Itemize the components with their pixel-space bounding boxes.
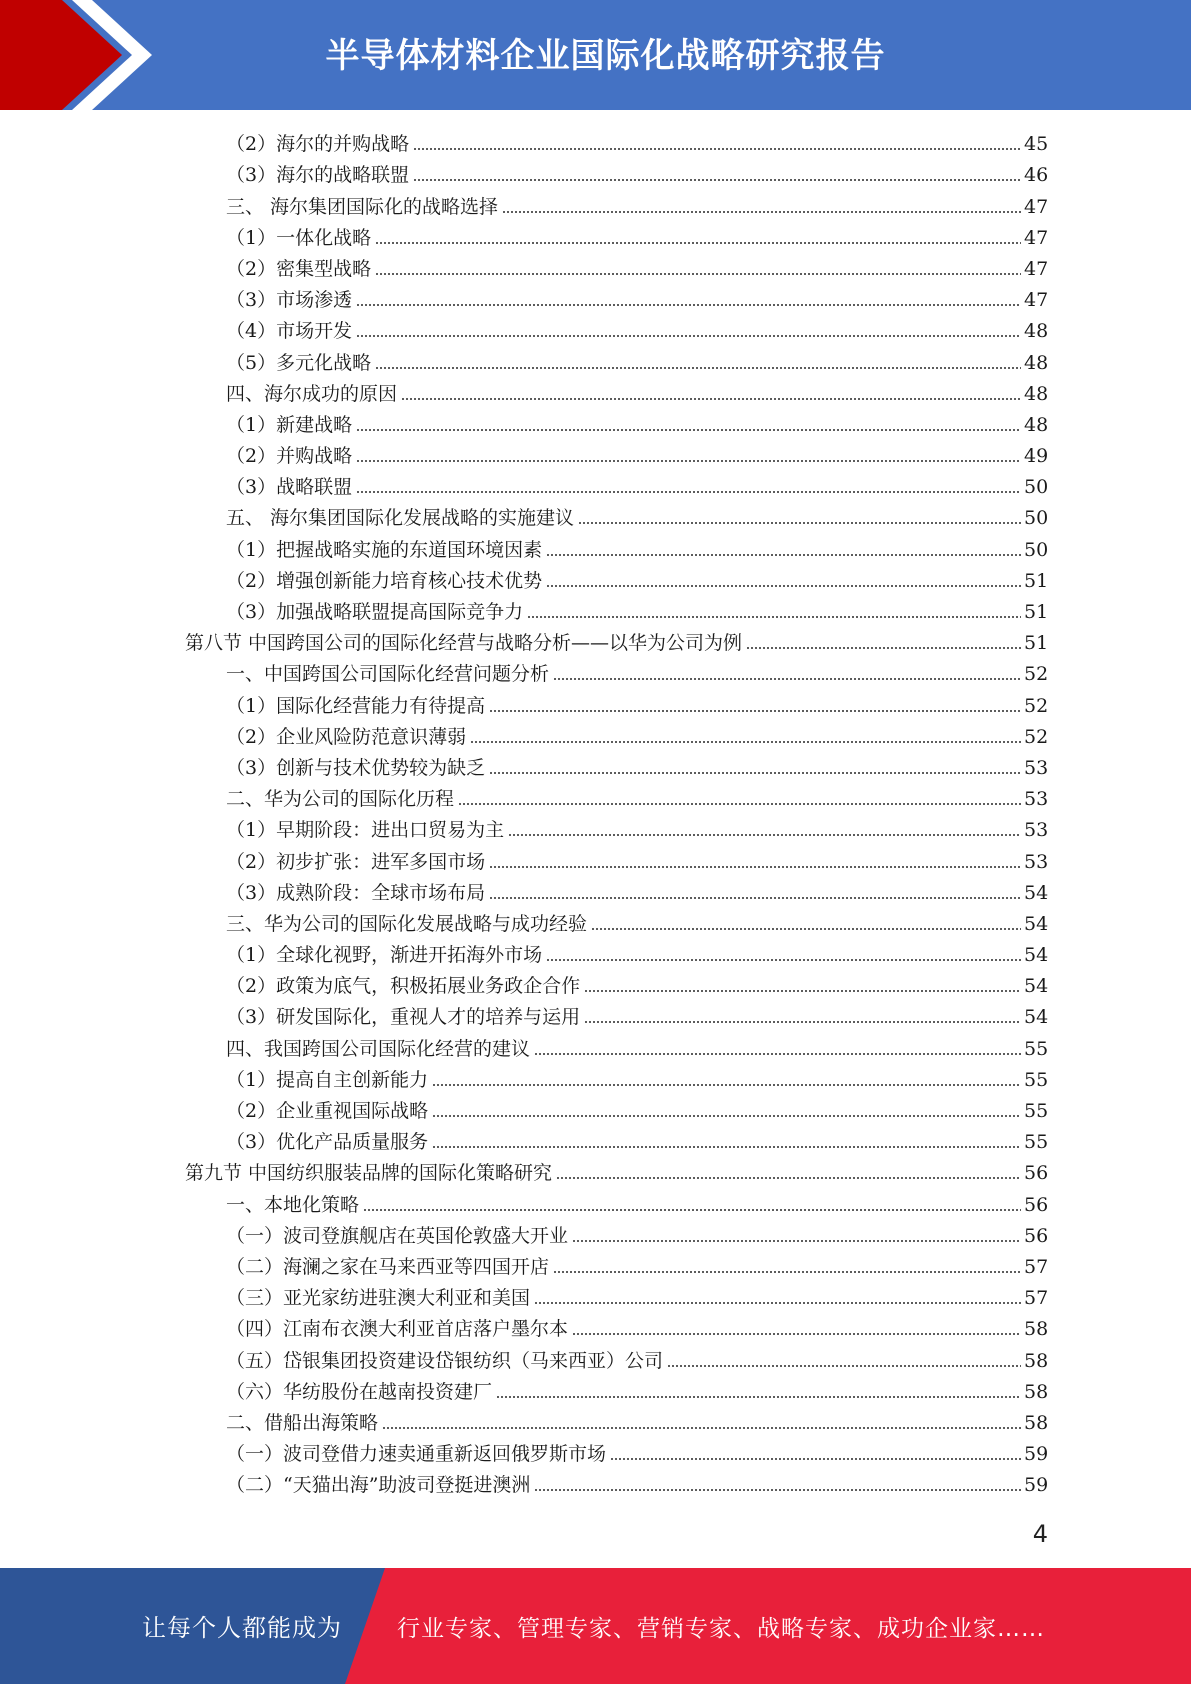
toc-entry-page: 58 bbox=[1024, 1380, 1049, 1403]
toc-entry-title: （4）市场开发 bbox=[226, 320, 353, 343]
toc-dot-leader bbox=[508, 834, 1021, 836]
toc-entry-title: 二、华为公司的国际化历程 bbox=[226, 788, 455, 811]
toc-entry[interactable] bbox=[226, 470, 1191, 501]
toc-entry[interactable] bbox=[226, 345, 1191, 376]
toc-dot-leader bbox=[553, 678, 1021, 680]
toc-dot-leader bbox=[413, 179, 1021, 181]
toc-entry[interactable] bbox=[226, 1219, 1191, 1250]
toc-entry-page: 55 bbox=[1024, 1037, 1049, 1060]
toc-entry-title: （3）战略联盟 bbox=[226, 476, 353, 499]
toc-dot-leader bbox=[527, 616, 1021, 618]
toc-entry-page: 53 bbox=[1024, 756, 1049, 779]
toc-entry[interactable] bbox=[226, 1375, 1191, 1406]
toc-entry[interactable] bbox=[226, 532, 1191, 563]
toc-entry-page: 57 bbox=[1024, 1287, 1049, 1310]
toc-dot-leader bbox=[591, 928, 1021, 930]
toc-entry[interactable] bbox=[226, 1406, 1191, 1437]
footer-slogan-right: 行业专家、管理专家、营销专家、战略专家、成功企业家…… bbox=[397, 1616, 1045, 1642]
toc-entry[interactable] bbox=[226, 221, 1191, 252]
toc-entry-title: （1）全球化视野，渐进开拓海外市场 bbox=[226, 944, 543, 967]
toc-entry-page: 53 bbox=[1024, 819, 1049, 842]
toc-entry-title: （2）海尔的并购战略 bbox=[226, 133, 410, 156]
toc-entry[interactable] bbox=[226, 1094, 1191, 1125]
toc-entry-title: （一）波司登旗舰店在英国伦敦盛大开业 bbox=[226, 1224, 569, 1247]
toc-dot-leader bbox=[432, 1146, 1021, 1148]
toc-dot-leader bbox=[610, 1458, 1021, 1460]
toc-entry-page: 54 bbox=[1024, 881, 1049, 904]
toc-entry-title: （3）成熟阶段：全球市场布局 bbox=[226, 881, 486, 904]
toc-entry[interactable] bbox=[226, 1187, 1191, 1218]
toc-entry-page: 51 bbox=[1024, 632, 1049, 655]
toc-entry-page: 47 bbox=[1024, 226, 1049, 249]
toc-dot-leader bbox=[489, 897, 1021, 899]
toc-entry[interactable] bbox=[185, 626, 1191, 657]
toc-entry-title: 三、 海尔集团国际化的战略选择 bbox=[226, 195, 499, 218]
toc-entry-title: 一、本地化策略 bbox=[226, 1193, 360, 1216]
toc-entry[interactable] bbox=[226, 1125, 1191, 1156]
toc-entry-page: 56 bbox=[1024, 1193, 1049, 1216]
toc-entry-title: 二、借船出海策略 bbox=[226, 1411, 379, 1434]
toc-entry[interactable] bbox=[226, 844, 1191, 875]
toc-dot-leader bbox=[375, 367, 1021, 369]
toc-dot-leader bbox=[470, 741, 1021, 743]
toc-dot-leader bbox=[363, 1209, 1021, 1211]
toc-entry-title: （3）海尔的战略联盟 bbox=[226, 164, 410, 187]
toc-entry[interactable] bbox=[226, 751, 1191, 782]
toc-entry-title: （四）江南布衣澳大利亚首店落户墨尔本 bbox=[226, 1318, 569, 1341]
toc-dot-leader bbox=[375, 242, 1021, 244]
toc-entry[interactable] bbox=[226, 1063, 1191, 1094]
toc-dot-leader bbox=[553, 1271, 1021, 1273]
toc-dot-leader bbox=[489, 866, 1021, 868]
toc-entry-page: 55 bbox=[1024, 1068, 1049, 1091]
toc-entry-title: （2）初步扩张：进军多国市场 bbox=[226, 850, 486, 873]
toc-entry[interactable] bbox=[226, 876, 1191, 907]
toc-entry-page: 48 bbox=[1024, 320, 1049, 343]
toc-entry[interactable] bbox=[226, 408, 1191, 439]
toc-dot-leader bbox=[534, 1489, 1021, 1491]
toc-entry-page: 50 bbox=[1024, 507, 1049, 530]
toc-entry-page: 59 bbox=[1024, 1443, 1049, 1466]
toc-entry-page: 56 bbox=[1024, 1162, 1049, 1185]
toc-entry[interactable] bbox=[226, 657, 1191, 688]
toc-entry-title: （3）优化产品质量服务 bbox=[226, 1131, 429, 1154]
toc-entry-page: 57 bbox=[1024, 1255, 1049, 1278]
toc-entry-title: （3）创新与技术优势较为缺乏 bbox=[226, 756, 486, 779]
toc-dot-leader bbox=[356, 460, 1021, 462]
toc-entry[interactable] bbox=[226, 377, 1191, 408]
toc-entry[interactable] bbox=[226, 1343, 1191, 1374]
toc-entry-title: （五）岱银集团投资建设岱银纺织（马来西亚）公司 bbox=[226, 1349, 664, 1372]
toc-entry-title: （二）海澜之家在马来西亚等四国开店 bbox=[226, 1255, 550, 1278]
toc-entry-page: 45 bbox=[1024, 133, 1049, 156]
toc-dot-leader bbox=[413, 148, 1021, 150]
toc-entry-title: 四、我国跨国公司国际化经营的建议 bbox=[226, 1037, 531, 1060]
toc-entry-title: （二）“天猫出海”助波司登挺进澳洲 bbox=[226, 1474, 531, 1497]
toc-entry[interactable] bbox=[226, 127, 1191, 158]
toc-entry-title: （2）政策为底气，积极拓展业务政企合作 bbox=[226, 975, 581, 998]
toc-entry-title: （1）把握战略实施的东道国环境因素 bbox=[226, 538, 543, 561]
toc-dot-leader bbox=[746, 647, 1021, 649]
page-number: 4 bbox=[1032, 1520, 1048, 1548]
toc-dot-leader bbox=[356, 304, 1021, 306]
toc-entry[interactable] bbox=[226, 907, 1191, 938]
toc-entry-page: 54 bbox=[1024, 944, 1049, 967]
toc-entry-page: 51 bbox=[1024, 601, 1049, 623]
toc-entry-page: 58 bbox=[1024, 1349, 1049, 1372]
toc-entry-title: （5）多元化战略 bbox=[226, 351, 372, 374]
toc-entry-title: （2）企业风险防范意识薄弱 bbox=[226, 725, 467, 748]
toc-dot-leader bbox=[356, 491, 1021, 493]
toc-entry-title: （3）加强战略联盟提高国际竞争力 bbox=[226, 601, 524, 623]
toc-entry-page: 52 bbox=[1024, 725, 1049, 748]
toc-entry[interactable] bbox=[226, 595, 1191, 626]
toc-entry-page: 58 bbox=[1024, 1411, 1049, 1434]
toc-entry-title: （1）国际化经营能力有待提高 bbox=[226, 694, 486, 717]
toc-entry-page: 52 bbox=[1024, 694, 1049, 717]
toc-dot-leader bbox=[546, 585, 1021, 587]
toc-dot-leader bbox=[489, 772, 1021, 774]
toc-entry-page: 55 bbox=[1024, 1100, 1049, 1122]
report-header bbox=[0, 0, 1191, 110]
toc-entry[interactable] bbox=[226, 158, 1191, 189]
toc-dot-leader bbox=[572, 1333, 1021, 1335]
toc-entry[interactable] bbox=[226, 564, 1191, 595]
toc-entry-title: （3）市场渗透 bbox=[226, 289, 353, 312]
toc-entry-title: （2）密集型战略 bbox=[226, 257, 372, 280]
toc-dot-leader bbox=[546, 554, 1021, 556]
toc-dot-leader bbox=[375, 273, 1021, 275]
table-of-contents bbox=[0, 127, 1191, 1499]
toc-entry-title: 五、 海尔集团国际化发展战略的实施建议 bbox=[226, 507, 575, 530]
toc-dot-leader bbox=[534, 1053, 1021, 1055]
toc-dot-leader bbox=[458, 803, 1021, 805]
toc-entry-title: （3）研发国际化，重视人才的培养与运用 bbox=[226, 1006, 581, 1029]
toc-entry[interactable] bbox=[226, 720, 1191, 751]
toc-entry[interactable] bbox=[226, 501, 1191, 532]
toc-dot-leader bbox=[578, 522, 1021, 524]
toc-entry-page: 56 bbox=[1024, 1224, 1049, 1247]
toc-entry-page: 48 bbox=[1024, 351, 1049, 374]
toc-dot-leader bbox=[502, 211, 1021, 213]
toc-entry-page: 50 bbox=[1024, 538, 1049, 561]
toc-entry-page: 53 bbox=[1024, 850, 1049, 873]
toc-dot-leader bbox=[556, 1177, 1021, 1179]
toc-entry-page: 46 bbox=[1024, 164, 1049, 187]
toc-entry[interactable] bbox=[226, 189, 1191, 220]
toc-dot-leader bbox=[534, 1302, 1021, 1304]
toc-entry-title: （2）增强创新能力培育核心技术优势 bbox=[226, 569, 543, 592]
toc-entry-page: 53 bbox=[1024, 788, 1049, 811]
toc-dot-leader bbox=[401, 398, 1021, 400]
toc-dot-leader bbox=[356, 429, 1021, 431]
toc-entry-page: 54 bbox=[1024, 1006, 1049, 1029]
toc-dot-leader bbox=[546, 959, 1021, 961]
toc-entry-page: 49 bbox=[1024, 445, 1049, 468]
toc-entry-title: （1）一体化战略 bbox=[226, 226, 372, 249]
toc-entry-page: 48 bbox=[1024, 413, 1049, 436]
toc-entry-title: （六）华纺股份在越南投资建厂 bbox=[226, 1380, 493, 1403]
toc-entry[interactable] bbox=[226, 813, 1191, 844]
toc-dot-leader bbox=[584, 1021, 1021, 1023]
toc-dot-leader bbox=[584, 990, 1021, 992]
toc-entry[interactable] bbox=[226, 252, 1191, 283]
toc-entry-page: 52 bbox=[1024, 663, 1049, 686]
toc-entry-title: 一、中国跨国公司国际化经营问题分析 bbox=[226, 663, 550, 686]
toc-entry-title: 第九节 中国纺织服装品牌的国际化策略研究 bbox=[185, 1162, 553, 1185]
toc-dot-leader bbox=[572, 1240, 1021, 1242]
toc-entry-title: （2）并购战略 bbox=[226, 445, 353, 468]
toc-entry[interactable] bbox=[226, 439, 1191, 470]
toc-entry[interactable] bbox=[226, 1437, 1191, 1468]
toc-entry-page: 54 bbox=[1024, 912, 1049, 935]
toc-entry-page: 47 bbox=[1024, 195, 1049, 218]
toc-entry[interactable] bbox=[226, 1031, 1191, 1062]
toc-dot-leader bbox=[667, 1365, 1021, 1367]
footer-slogan-left: 让每个人都能成为 bbox=[142, 1614, 342, 1642]
toc-entry-page: 55 bbox=[1024, 1131, 1049, 1154]
toc-entry-title: 三、华为公司的国际化发展战略与成功经验 bbox=[226, 912, 588, 935]
toc-dot-leader bbox=[496, 1396, 1021, 1398]
toc-entry[interactable] bbox=[226, 1000, 1191, 1031]
toc-entry-title: （一）波司登借力速卖通重新返回俄罗斯市场 bbox=[226, 1443, 607, 1466]
toc-entry-title: （三）亚光家纺进驻澳大利亚和美国 bbox=[226, 1287, 531, 1310]
toc-entry[interactable] bbox=[185, 1156, 1191, 1187]
toc-entry-page: 59 bbox=[1024, 1474, 1049, 1497]
toc-entry-page: 51 bbox=[1024, 569, 1049, 592]
toc-entry[interactable] bbox=[226, 938, 1191, 969]
toc-entry-title: 四、海尔成功的原因 bbox=[226, 382, 398, 405]
toc-entry-title: （1）新建战略 bbox=[226, 413, 353, 436]
toc-entry-page: 48 bbox=[1024, 382, 1049, 405]
toc-entry[interactable] bbox=[226, 969, 1191, 1000]
toc-entry-title: （1）提高自主创新能力 bbox=[226, 1068, 429, 1091]
toc-entry[interactable] bbox=[226, 1250, 1191, 1281]
toc-entry-page: 50 bbox=[1024, 476, 1049, 499]
toc-entry[interactable] bbox=[226, 1468, 1191, 1499]
toc-entry[interactable] bbox=[226, 1281, 1191, 1312]
toc-dot-leader bbox=[432, 1115, 1021, 1117]
toc-dot-leader bbox=[489, 710, 1021, 712]
toc-entry[interactable] bbox=[226, 1312, 1191, 1343]
toc-entry-page: 47 bbox=[1024, 289, 1049, 312]
toc-dot-leader bbox=[382, 1427, 1021, 1429]
toc-entry-title: （1）早期阶段：进出口贸易为主 bbox=[226, 819, 505, 842]
toc-entry-title: （2）企业重视国际战略 bbox=[226, 1100, 429, 1122]
report-footer bbox=[0, 1568, 1191, 1684]
toc-entry-page: 47 bbox=[1024, 257, 1049, 280]
toc-entry[interactable] bbox=[226, 314, 1191, 345]
toc-entry-page: 54 bbox=[1024, 975, 1049, 998]
toc-entry[interactable] bbox=[226, 283, 1191, 314]
toc-dot-leader bbox=[356, 335, 1021, 337]
toc-entry-title: 第八节 中国跨国公司的国际化经营与战略分析——以华为公司为例 bbox=[185, 632, 743, 655]
toc-dot-leader bbox=[432, 1084, 1021, 1086]
report-title: 半导体材料企业国际化战略研究报告 bbox=[325, 36, 886, 76]
toc-entry[interactable] bbox=[226, 688, 1191, 719]
toc-entry-page: 58 bbox=[1024, 1318, 1049, 1341]
toc-entry[interactable] bbox=[226, 782, 1191, 813]
